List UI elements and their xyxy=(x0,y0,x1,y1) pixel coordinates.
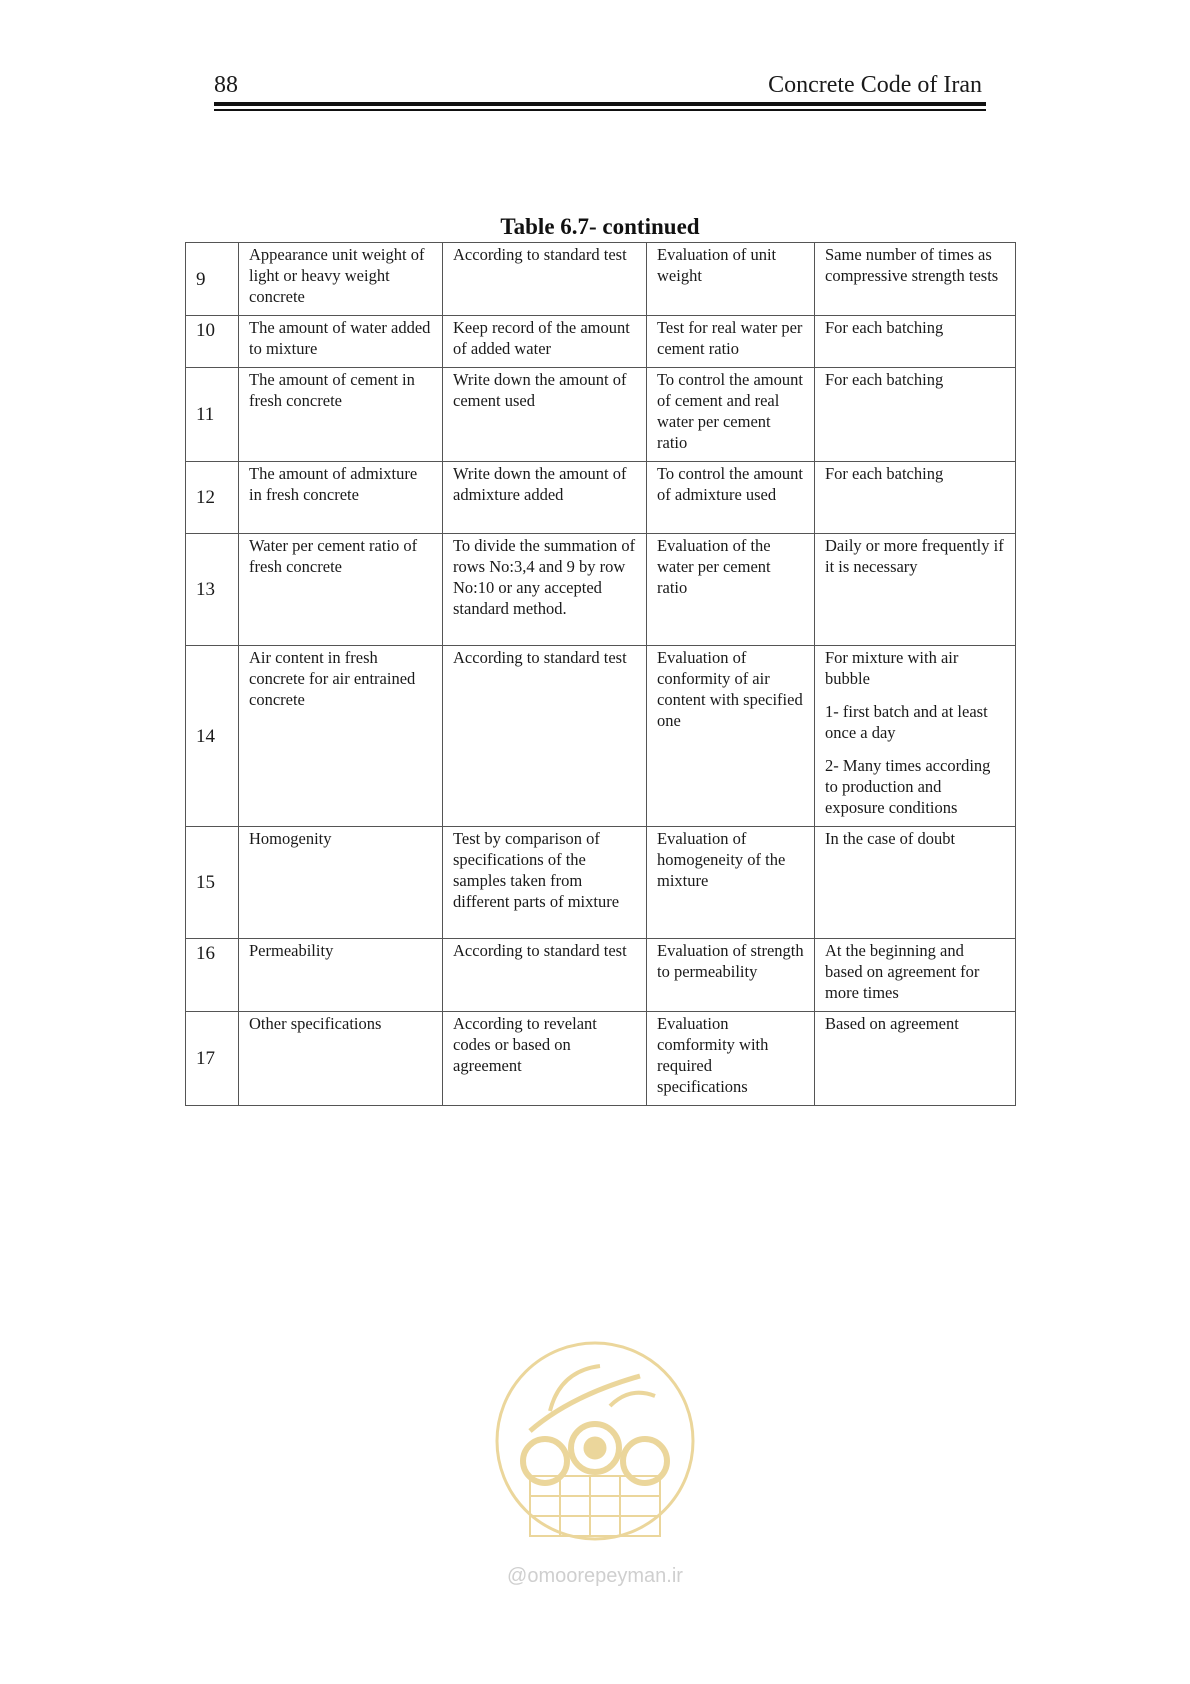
cell-method: Write down the amount of cement used xyxy=(443,368,647,462)
table-row xyxy=(186,243,1016,316)
cell-frequency xyxy=(815,827,1016,939)
cell-item: The amount of cement in fresh concrete xyxy=(239,368,443,462)
cell-purpose: Evaluation of the water per cement ratio xyxy=(647,534,815,646)
table-row xyxy=(186,1012,1016,1106)
table-row xyxy=(186,316,1016,368)
running-title: Concrete Code of Iran xyxy=(768,72,982,98)
frequency-paragraph: Daily or more frequently if it is necessary xyxy=(825,536,1004,576)
row-number: 16 xyxy=(186,939,239,1012)
cell-purpose: To control the amount of cement and real water per cement ratio xyxy=(647,368,815,462)
table-row xyxy=(186,368,1016,462)
cell-item: Air content in fresh concrete for air entrained concrete xyxy=(239,646,443,827)
cell-method: Test by comparison of specifications of the samples taken from different parts of mixture xyxy=(443,827,647,939)
cell-item: Homogenity xyxy=(239,827,443,939)
table-row xyxy=(186,827,1016,939)
table-body xyxy=(186,243,1016,1106)
cell-method: To divide the summation of rows No:3,4 and 9 by row No:10 or any accepted standard method. xyxy=(443,534,647,646)
cell-method: According to standard test xyxy=(443,939,647,1012)
cell-item: Water per cement ratio of fresh concrete xyxy=(239,534,443,646)
row-number: 14 xyxy=(186,646,239,827)
row-number: 17 xyxy=(186,1012,239,1106)
cell-item: The amount of water added to mixture xyxy=(239,316,443,368)
frequency-paragraph: For mixture with air bubble xyxy=(825,648,959,688)
row-number: 10 xyxy=(186,316,239,368)
table-row xyxy=(186,939,1016,1012)
page-header xyxy=(214,68,986,112)
table-row xyxy=(186,534,1016,646)
cell-item: Other specifications xyxy=(239,1012,443,1106)
cell-method: According to revelant codes or based on agreement xyxy=(443,1012,647,1106)
row-number: 13 xyxy=(186,534,239,646)
cell-method: Write down the amount of admixture added xyxy=(443,462,647,534)
quality-control-table xyxy=(185,242,1016,1106)
cell-frequency xyxy=(815,462,1016,534)
cell-frequency xyxy=(815,1012,1016,1106)
table-title: Table 6.7- continued xyxy=(500,214,700,239)
cell-item: The amount of admixture in fresh concrete xyxy=(239,462,443,534)
cell-frequency xyxy=(815,243,1016,316)
cell-item: Permeability xyxy=(239,939,443,1012)
frequency-paragraph: For each batching xyxy=(825,370,944,389)
watermark-text: @omoorepeyman.ir xyxy=(507,1565,683,1587)
table-row xyxy=(186,462,1016,534)
cell-frequency xyxy=(815,646,1016,827)
frequency-paragraph: Based on agreement xyxy=(825,1014,959,1033)
frequency-paragraph: 1- first batch and at least once a day xyxy=(825,702,988,742)
cell-method: Keep record of the amount of added water xyxy=(443,316,647,368)
cell-frequency xyxy=(815,316,1016,368)
table-row xyxy=(186,646,1016,827)
frequency-paragraph: For each batching xyxy=(825,464,944,483)
cell-purpose: To control the amount of admixture used xyxy=(647,462,815,534)
frequency-paragraph: 2- Many times according to production and exposure conditions xyxy=(825,756,991,817)
cell-method: According to standard test xyxy=(443,243,647,316)
row-number: 11 xyxy=(186,368,239,462)
cell-method: According to standard test xyxy=(443,646,647,827)
frequency-paragraph: Same number of times as compressive strength tests xyxy=(825,245,999,285)
cell-frequency xyxy=(815,368,1016,462)
row-number: 9 xyxy=(186,243,239,316)
header-rule-thin xyxy=(214,109,986,111)
page-number: 88 xyxy=(214,72,238,98)
cell-purpose: Evaluation of strength to permeability xyxy=(647,939,815,1012)
cell-purpose: Evaluation of unit weight xyxy=(647,243,815,316)
row-number: 12 xyxy=(186,462,239,534)
header-rule-thick xyxy=(214,102,986,106)
cell-purpose: Evaluation of homogeneity of the mixture xyxy=(647,827,815,939)
frequency-paragraph: For each batching xyxy=(825,318,944,337)
row-number: 15 xyxy=(186,827,239,939)
cell-frequency xyxy=(815,534,1016,646)
frequency-paragraph: In the case of doubt xyxy=(825,829,956,848)
watermark-logo xyxy=(490,1336,700,1591)
cell-purpose: Evaluation of conformity of air content with specified one xyxy=(647,646,815,827)
cell-item: Appearance unit weight of light or heavy weight concrete xyxy=(239,243,443,316)
cell-purpose: Test for real water per cement ratio xyxy=(647,316,815,368)
cell-purpose: Evaluation comformity with required specifications xyxy=(647,1012,815,1106)
cell-frequency xyxy=(815,939,1016,1012)
frequency-paragraph: At the beginning and based on agreement for more times xyxy=(825,941,980,1002)
